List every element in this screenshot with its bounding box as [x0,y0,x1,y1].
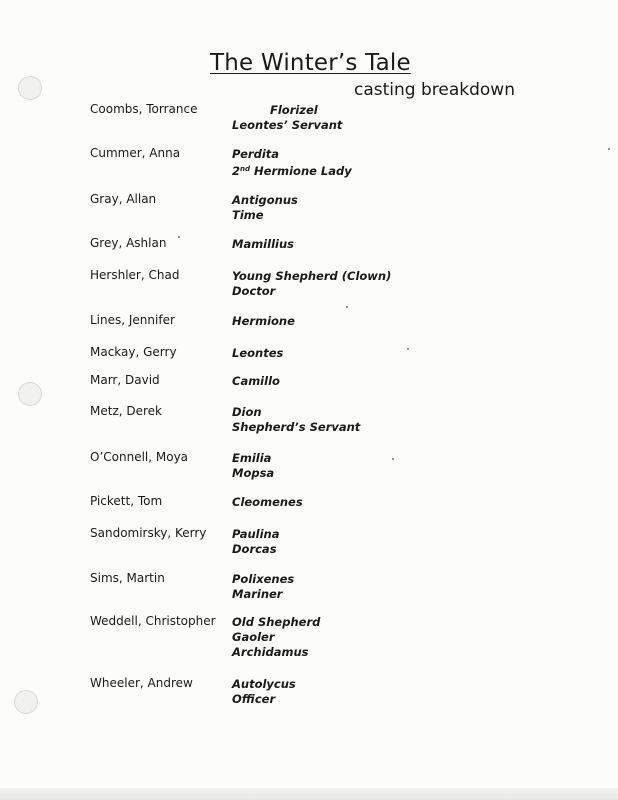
cast-roles [232,374,280,389]
cast-roles [232,314,295,329]
scan-speck [407,348,409,350]
cast-role: Dorcas [232,542,277,556]
cast-role: Time [232,208,264,222]
scan-speck [392,458,394,460]
cast-role: Paulina [232,527,280,541]
document-subtitle: casting breakdown [354,80,515,100]
cast-actor-name: Sims, Martin [90,571,165,585]
cast-roles [232,346,283,361]
cast-roles [232,615,320,660]
cast-role: Camillo [232,374,280,388]
cast-actor-name: Coombs, Torrance [90,102,198,116]
scan-speck [608,148,610,150]
cast-role: Gaoler [232,630,275,644]
cast-actor-name: Marr, David [90,373,160,387]
cast-role: Antigonus [232,193,298,207]
cast-roles [232,193,298,223]
cast-role: Florizel [270,103,318,117]
cast-actor-name: O’Connell, Moya [90,450,189,464]
cast-role: Doctor [232,284,276,298]
cast-role: Shepherd’s Servant [232,420,361,434]
cast-role: Old Shepherd [232,615,321,629]
cast-role: Leontes’ Servant [232,118,343,132]
cast-roles [232,147,352,179]
binder-hole-top [18,76,42,100]
scan-speck [178,236,180,238]
cast-roles [232,572,294,602]
cast-actor-name: Gray, Allan [90,192,157,206]
cast-actor-name: Wheeler, Andrew [90,676,193,690]
cast-role: Leontes [232,346,284,360]
cast-role: Officer [232,692,276,706]
cast-roles [232,237,294,252]
cast-role: 2nd Hermione Lady [232,164,352,178]
cast-role: Mopsa [232,466,275,480]
cast-role: Autolycus [232,677,296,691]
cast-role: Cleomenes [232,495,303,509]
cast-role: Mariner [232,587,283,601]
cast-actor-name: Pickett, Tom [90,494,163,508]
cast-roles [232,269,391,299]
cast-role: Mamillius [232,237,294,251]
cast-actor-name: Cummer, Anna [90,146,181,160]
cast-roles [232,677,296,707]
cast-actor-name: Lines, Jennifer [90,313,175,327]
binder-hole-middle [18,382,42,406]
cast-actor-name: Sandomirsky, Kerry [90,526,207,540]
cast-actor-name: Mackay, Gerry [90,345,177,359]
cast-actor-name: Weddell, Christopher [90,614,216,628]
cast-actor-name: Hershler, Chad [90,268,180,282]
page-bottom-edge [0,788,618,800]
binder-hole-bottom [14,690,38,714]
cast-role: Dion [232,405,262,419]
cast-role: Perdita [232,147,280,161]
cast-actor-name: Grey, Ashlan [90,236,167,250]
cast-role: Young Shepherd (Clown) [232,269,392,283]
cast-roles [232,451,274,481]
cast-roles [232,103,343,133]
scan-speck [346,306,348,308]
cast-role: Hermione [232,314,295,328]
cast-roles [232,527,279,557]
document-title: The Winter’s Tale [210,50,411,76]
cast-role: Polixenes [232,572,295,586]
cast-role: Emilia [232,451,272,465]
cast-roles [232,405,360,435]
cast-role: Archidamus [232,645,309,659]
cast-actor-name: Metz, Derek [90,404,162,418]
cast-roles [232,495,303,510]
